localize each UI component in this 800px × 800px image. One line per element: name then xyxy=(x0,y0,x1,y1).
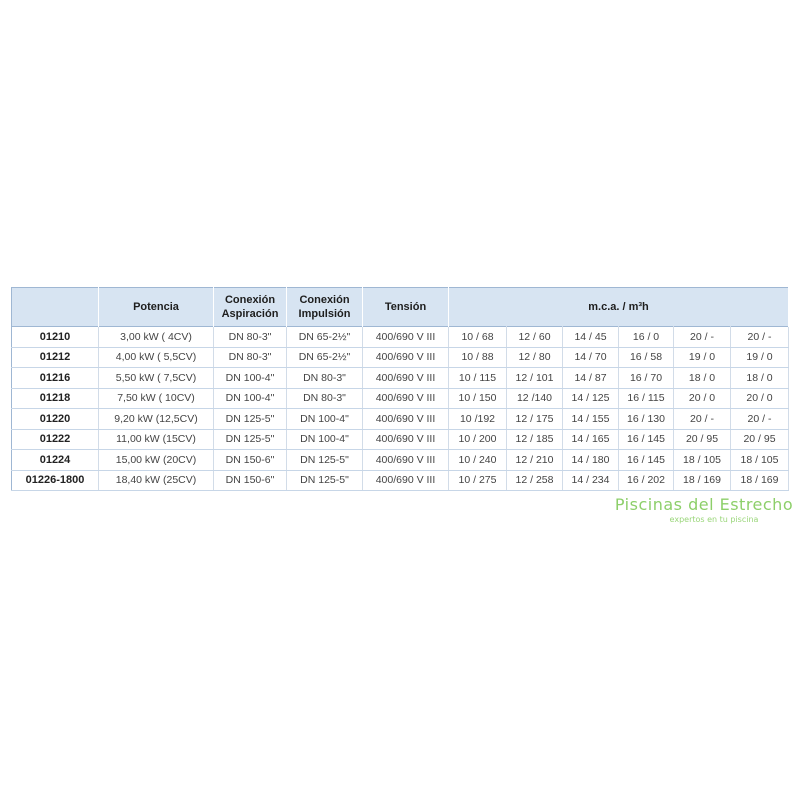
cell-mca: 10 / 68 xyxy=(449,327,507,348)
cell-impulsion: DN 125-5" xyxy=(287,470,363,491)
cell-mca: 19 / 0 xyxy=(731,347,789,368)
cell-aspiracion: DN 100-4" xyxy=(214,368,287,389)
cell-mca: 10 / 240 xyxy=(449,450,507,471)
header-code xyxy=(12,288,99,327)
table-row xyxy=(12,347,789,368)
cell-code: 01220 xyxy=(12,409,99,430)
cell-mca: 16 / 145 xyxy=(619,450,674,471)
cell-aspiracion: DN 125-5" xyxy=(214,409,287,430)
cell-aspiracion: DN 100-4" xyxy=(214,388,287,409)
cell-tension: 400/690 V III xyxy=(363,429,449,450)
cell-mca: 14 / 45 xyxy=(563,327,619,348)
watermark-title: Piscinas del Estrecho xyxy=(614,495,794,514)
cell-mca: 14 / 155 xyxy=(563,409,619,430)
table-row xyxy=(12,327,789,348)
cell-impulsion: DN 65-2½" xyxy=(287,327,363,348)
cell-impulsion: DN 100-4" xyxy=(287,429,363,450)
cell-mca: 12 / 60 xyxy=(507,327,563,348)
cell-mca: 12 / 185 xyxy=(507,429,563,450)
cell-mca: 18 / 105 xyxy=(674,450,731,471)
cell-potencia: 11,00 kW (15CV) xyxy=(99,429,214,450)
cell-impulsion: DN 65-2½" xyxy=(287,347,363,368)
header-tension: Tensión xyxy=(363,288,449,327)
cell-mca: 14 / 165 xyxy=(563,429,619,450)
cell-mca: 20 / - xyxy=(731,327,789,348)
cell-mca: 14 / 234 xyxy=(563,470,619,491)
cell-mca: 12 / 101 xyxy=(507,368,563,389)
cell-code: 01216 xyxy=(12,368,99,389)
cell-potencia: 5,50 kW ( 7,5CV) xyxy=(99,368,214,389)
cell-tension: 400/690 V III xyxy=(363,470,449,491)
watermark-tagline: expertos en tu piscina xyxy=(669,515,759,524)
cell-mca: 10 / 115 xyxy=(449,368,507,389)
cell-mca: 10 /192 xyxy=(449,409,507,430)
cell-aspiracion: DN 80-3" xyxy=(214,347,287,368)
cell-mca: 16 / 58 xyxy=(619,347,674,368)
cell-mca: 16 / 130 xyxy=(619,409,674,430)
cell-mca: 14 / 70 xyxy=(563,347,619,368)
header-potencia: Potencia xyxy=(99,288,214,327)
cell-aspiracion: DN 80-3" xyxy=(214,327,287,348)
cell-impulsion: DN 100-4" xyxy=(287,409,363,430)
header-mca: m.c.a. / m³h xyxy=(449,288,789,327)
cell-aspiracion: DN 150-6" xyxy=(214,450,287,471)
table-row xyxy=(12,470,789,491)
table-row xyxy=(12,429,789,450)
cell-mca: 20 / - xyxy=(674,409,731,430)
cell-code: 01212 xyxy=(12,347,99,368)
table-header-row xyxy=(12,288,789,327)
table-row xyxy=(12,388,789,409)
cell-tension: 400/690 V III xyxy=(363,327,449,348)
cell-mca: 18 / 0 xyxy=(674,368,731,389)
cell-mca: 20 / 0 xyxy=(674,388,731,409)
cell-mca: 10 / 200 xyxy=(449,429,507,450)
cell-mca: 18 / 169 xyxy=(731,470,789,491)
cell-mca: 16 / 0 xyxy=(619,327,674,348)
cell-potencia: 4,00 kW ( 5,5CV) xyxy=(99,347,214,368)
cell-impulsion: DN 80-3" xyxy=(287,388,363,409)
cell-mca: 12 / 175 xyxy=(507,409,563,430)
cell-potencia: 3,00 kW ( 4CV) xyxy=(99,327,214,348)
cell-mca: 19 / 0 xyxy=(674,347,731,368)
cell-mca: 16 / 202 xyxy=(619,470,674,491)
cell-mca: 12 /140 xyxy=(507,388,563,409)
cell-potencia: 9,20 kW (12,5CV) xyxy=(99,409,214,430)
cell-tension: 400/690 V III xyxy=(363,368,449,389)
cell-mca: 10 / 150 xyxy=(449,388,507,409)
cell-code: 01218 xyxy=(12,388,99,409)
cell-mca: 20 / 0 xyxy=(731,388,789,409)
cell-mca: 18 / 169 xyxy=(674,470,731,491)
cell-tension: 400/690 V III xyxy=(363,347,449,368)
cell-mca: 12 / 210 xyxy=(507,450,563,471)
cell-tension: 400/690 V III xyxy=(363,409,449,430)
cell-mca: 10 / 88 xyxy=(449,347,507,368)
cell-mca: 18 / 105 xyxy=(731,450,789,471)
cell-tension: 400/690 V III xyxy=(363,388,449,409)
cell-mca: 12 / 258 xyxy=(507,470,563,491)
cell-mca: 18 / 0 xyxy=(731,368,789,389)
cell-code: 01224 xyxy=(12,450,99,471)
cell-potencia: 15,00 kW (20CV) xyxy=(99,450,214,471)
cell-mca: 12 / 80 xyxy=(507,347,563,368)
cell-code: 01222 xyxy=(12,429,99,450)
table-row xyxy=(12,450,789,471)
cell-potencia: 18,40 kW (25CV) xyxy=(99,470,214,491)
cell-mca: 16 / 70 xyxy=(619,368,674,389)
cell-mca: 16 / 115 xyxy=(619,388,674,409)
cell-mca: 20 / - xyxy=(731,409,789,430)
cell-mca: 14 / 125 xyxy=(563,388,619,409)
header-impulsion: Conexión Impulsión xyxy=(287,288,363,327)
header-aspiracion: Conexión Aspiración xyxy=(214,288,287,327)
table-body xyxy=(12,327,789,491)
cell-mca: 10 / 275 xyxy=(449,470,507,491)
cell-mca: 16 / 145 xyxy=(619,429,674,450)
brand-watermark xyxy=(608,497,800,524)
cell-mca: 14 / 87 xyxy=(563,368,619,389)
cell-mca: 14 / 180 xyxy=(563,450,619,471)
cell-mca: 20 / 95 xyxy=(674,429,731,450)
table-row xyxy=(12,409,789,430)
cell-aspiracion: DN 150-6" xyxy=(214,470,287,491)
cell-code: 01226-1800 xyxy=(12,470,99,491)
cell-code: 01210 xyxy=(12,327,99,348)
cell-impulsion: DN 125-5" xyxy=(287,450,363,471)
cell-impulsion: DN 80-3" xyxy=(287,368,363,389)
cell-tension: 400/690 V III xyxy=(363,450,449,471)
cell-mca: 20 / - xyxy=(674,327,731,348)
specs-table-container xyxy=(11,287,788,491)
table-row xyxy=(12,368,789,389)
pump-specs-table xyxy=(11,287,789,491)
cell-potencia: 7,50 kW ( 10CV) xyxy=(99,388,214,409)
cell-mca: 20 / 95 xyxy=(731,429,789,450)
cell-aspiracion: DN 125-5" xyxy=(214,429,287,450)
